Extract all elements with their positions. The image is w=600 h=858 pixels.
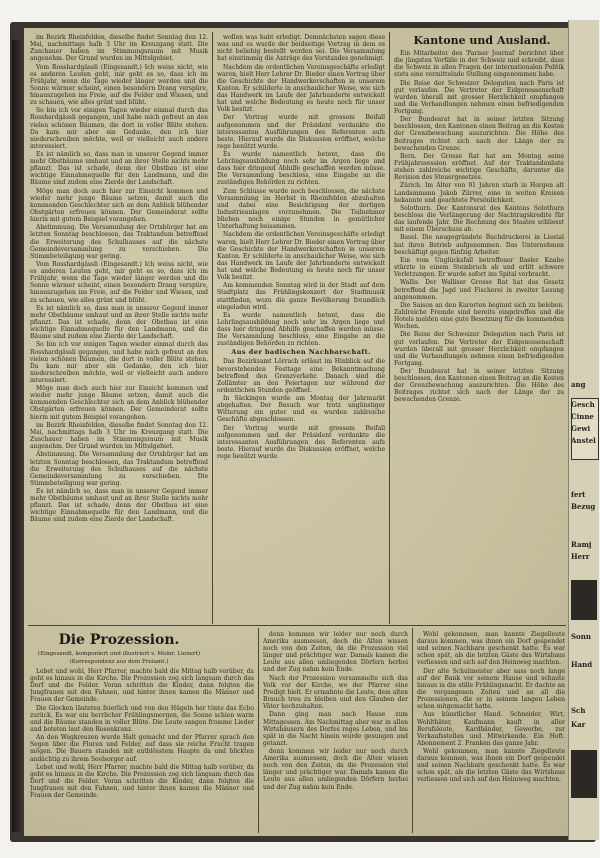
col2-paragraph: Es wurde namentlich betont, dass die Lehrlingsausbildung noch sehr im Argen liege und dass hier dringend Abhilfe geschaffen werden müsse. Die Versammlung beschloss, eine Eingabe an die zuständigen Behörden zu richten. [217,151,385,187]
col2-paragraph: Nachdem die ordentlichen Vereinsgeschäfte erledigt waren, hielt Herr Lehrer Dr. Bieder einen Vortrag über die Geschichte der Handwerkerschaften in unserem Kanton. Er schilderte in anschaulicher Weise, wie sich das Handwerk im Laufe der Jahrhunderte entwickelt hat und welche Bedeutung es heute noch für unser Volk besitzt. [217,63,385,114]
col2-paragraph: Der Vortrag wurde mit grossem Beifall aufgenommen und der Präsident verdankte die interessanten Ausführungen des Referenten aufs beste. Hierauf wurde die Diskussion eröffnet, welche rege benützt wurde. [217,114,385,150]
neighbor-label: ang [571,380,586,389]
col1-paragraph: So bin ich vor einigen Tagen wieder einmal durch das Rosshardgässli gegangen, und habe mich gefreut an den vielen schönen Bäumen, die dort in voller Blüte stehen. Da kam mir aber ein Gedanke, den ich hier niederschreiben möchte, weil er vielleicht auch andere interessiert. [30,341,208,384]
neighbor-label: Sch [571,706,586,715]
col1-paragraph: Möge man doch auch hier zur Einsicht kommen und wieder mehr junge Bäume setzen, damit auch die kommenden Geschlechter sich an dem Anblick blühender Obstgärten erfreuen können. Der Gemeinderat sollte hierin mit gutem Beispiel vorangehen. [30,385,208,421]
section-title: Kantone und Ausland. [413,34,551,47]
col3-paragraph: Die Reise der Schweizer Delegation nach Paris ist gut verlaufen. Die Vertreter der Eidgenossenschaft wurden überall mit grosser Herzlichkeit empfangen und die Verhandlungen nehmen einen befriedigenden Fortgang. [394,331,564,367]
col1-paragraph: Vom Rosshardgässli (Eingesandt.) Ich weiss nicht, wie es anderen Leuten geht, mir geht es so, dass ich im Frühjahr, wenn die Tage wieder länger werden und die Sonne wärmer scheint, einen besondern Drang verspüre, hinauszugehen ins Freie, auf die Felder und Wiesen, und zu schauen, wie alles grünt und blüht. [30,261,208,304]
feature-paragraph: Dann ging man nach Hause zum Mittagessen. Am Nachmittag aber war in allen Wirtshäusern des Dorfes reges Leben, und bis spät in die Nacht hinein wurde gesungen und getanzt. [263,711,408,747]
feature-paragraph: Der alte Schulmeister aber sass noch lange auf der Bank vor seinem Hause und schaute hinaus in die stille Frühlingsnacht. Er dachte an die vergangenen Zeiten und an all die Prozessionen, die er in seinem langen Leben schon mitgemacht hatte. [417,667,565,711]
col1-paragraph: So bin ich vor einigen Tagen wieder einmal durch das Rosshardgässli gegangen, und habe mich gefreut an den vielen schönen Bäumen, die dort in voller Blüte stehen. Da kam mir aber ein Gedanke, den ich hier niederschreiben möchte, weil er vielleicht auch andere interessiert. [30,107,208,150]
col1-paragraph: im Bezirk Rheinfelden, dieselbe findet Sonntag den 12. Mai, nachmittags halb 3 Uhr im Kreuzgang statt. Die Zuschauer haben im Stimmungsraum mit Musik angenehm. Der Grund wurden im Mittelgebiet. [30,34,208,63]
subsection-heading: Aus der badischen Nachbarschaft. [231,348,371,357]
col2-paragraph: wollen was habt erledigt. Demnächsten sagen diese was und es wurde der beidseitige Vortrag in dem es nicht beliebig bestellt worden sei. Die Versammlung hat einstimmig die Anträge des Vorstandes genehmigt. [217,34,385,63]
feature-rule-1 [258,628,259,833]
feature-right-column [417,631,565,832]
column-2 [217,34,385,624]
col3-paragraph: Ein vom Unglücksfall betroffener Basler Knabe stürzte in einem Steinbruch ab und erlitt schwere Verletzungen. Er wurde sofort ins Spital verbracht. [394,256,564,279]
col2-paragraph: In Säckingen wurde am Montag der Jahrmarkt abgehalten. Der Besuch war trotz ungünstiger Witterung ein guter und es wurden zahlreiche Geschäfte abgeschlossen. [217,395,385,424]
col2-paragraph: Es wurde namentlich betont, dass die Lehrlingsausbildung noch sehr im Argen liege und dass hier dringend Abhilfe geschaffen werden müsse. Die Versammlung beschloss, eine Eingabe an die zuständigen Behörden zu richten. [217,311,385,348]
col3-paragraph: Ein Mitarbeiter des 'Pariser Journal' berichtet über die jüngsten Vorfälle in der Schweiz und schreibt, dass die Schweiz in allen Fragen der internationalen Politik stets eine vermittelnde Stellung eingenommen habe. [394,50,564,79]
feature-top-rule [28,625,566,626]
col3-paragraph: Die Reise der Schweizer Delegation nach Paris ist gut verlaufen. Die Vertreter der Eidgenossenschaft wurden überall mit grosser Herzlichkeit empfangen und die Verhandlungen nehmen einen befriedigenden Fortgang. [394,79,564,115]
col1-paragraph: Abstimmung. Die Versammlung der Ortsbürger hat am letzten Sonntag beschlossen, das Traktandum betreffend die Erweiterung des Schulhauses auf die nächste Gemeindeversammlung zu verschieben. Die Stimmbeteiligung war gering. [30,224,208,260]
neighbor-label: Ramj [571,540,592,549]
column-rule-1 [212,32,213,624]
newspaper-page [24,28,570,836]
col3-paragraph: Wallis. Der Walliser Grosse Rat hat das Gesetz betreffend die Jagd und Fischerei in zweiter Lesung angenommen. [394,279,564,301]
feature-paragraph: Die Glocken läuteten feierlich und von den Hügeln her tönte das Echo zurück. Es war ein herrlicher Frühlingsmorgen, die Sonne schien warm und die Bäume standen in voller Blüte. Die Leute sangen fromme Lieder und beteten laut den Rosenkranz. [30,704,254,733]
neighbor-label: Cinne [571,412,594,421]
col3-paragraph: Basel. Die neugegründete Buchdruckerei in Liestal hat ihren Betrieb aufgenommen. Das Unternehmen beschäftigt gegen fünfzig Arbeiter. [394,234,564,256]
feature-rule-2 [412,628,413,833]
col1-paragraph: Es ist nämlich so, dass man in unserer Gegend immer mehr Obstbäume umhaut und an ihrer Stelle nichts mehr pflanzt. Das ist schade, denn der Obstbau ist eine wichtige Einnahmequelle für den Landmann, und die Bäume sind zudem eine Zierde der Landschaft. [30,488,208,524]
col1-paragraph: Vom Rosshardgässli (Eingesandt.) Ich weiss nicht, wie es anderen Leuten geht, mir geht es so, dass ich im Frühjahr, wenn die Tage wieder länger werden und die Sonne wärmer scheint, einen besondern Drang verspüre, hinauszugehen ins Freie, auf die Felder und Wiesen, und zu schauen, wie alles grünt und blüht. [30,63,208,107]
neighbor-label: Kar [571,720,586,729]
neighbor-label: Gesch [571,400,595,409]
feature-paragraph: Wohl gekommen, man kannte Ziegelleute daraus kommen, was ihnen ein Dorf gespendet und seinen Nachbarn geschenkt hatte. Es war schon spät, als die letzten Gäste das Wirtshaus verliessen und sich auf den Heimweg machten. [417,631,565,667]
col3-paragraph: Die Saison an den Kurorten beginnt sich zu beleben. Zahlreiche Fremde sind bereits eingetroffen und die Hotels melden eine gute Besetzung für die kommenden Wochen. [394,301,564,331]
column-rule-2 [389,32,390,624]
col1-paragraph: Es ist nämlich so, dass man in unserer Gegend immer mehr Obstbäume umhaut und an ihrer Stelle nichts mehr pflanzt. Das ist schade, denn der Obstbau ist eine wichtige Einnahmequelle für den Landmann, und die Bäume sind zudem eine Zierde der Landschaft. [30,151,208,187]
col1-paragraph: Abstimmung. Die Versammlung der Ortsbürger hat am letzten Sonntag beschlossen, das Traktandum betreffend die Erweiterung des Schulhauses auf die nächste Gemeindeversammlung zu verschieben. Die Stimmbeteiligung war gering. [30,451,208,487]
col1-paragraph: Möge man doch auch hier zur Einsicht kommen und wieder mehr junge Bäume setzen, damit auch die kommenden Geschlechter sich an dem Anblick blühender Obstgärten erfreuen können. Der Gemeinderat sollte hierin mit gutem Beispiel vorangehen. [30,187,208,224]
neighbor-label: Sonn [571,632,591,641]
feature-subline: (Korrespondenz aus dem Freiamt.) [69,659,169,665]
feature-paragraph: Aus künstlicher Hand. Schneider, Wirt, Wohlthäter, Kaufmann kauft in aller Berufsleute, Kardbänder, Gewerbe, zur Verkaufsstellen und Mitwirkende. Ein Heft. Abonnement 2. Franken das ganze Jahr. [417,711,565,747]
col3-paragraph: Solothurn. Der Kantonsrat des Kantons Solothurn beschloss die Verlängerung der Nachtragskredite für das laufende Jahr. Die Rechnung des Staates schliesst mit einem Überschuss ab. [394,204,564,234]
feature-paragraph: Nach der Prozession versammelte sich das Volk vor der Kirche, wo der Pfarrer eine Predigt hielt. Er ermahnte die Leute, dem alten Brauch treu zu bleiben und den Glauben der Väter hochzuhalten. [263,674,408,711]
feature-paragraph: An den Wegkreuzen wurde Halt gemacht und der Pfarrer sprach den Segen über die Fluren und Felder, auf dass sie reiche Frucht tragen mögen. Die Bauern standen mit entblösstem Haupte da und blickten andächtig zu ihrem Seelsorger auf. [30,734,254,763]
feature-paragraph: denn kommen wir leider nur noch durch Amerika ausmessen, doch die Alten wissen noch von den Zeiten, da die Prozession viel länger und prächtiger war. Damals kamen die Leute aus allen umliegenden Dörfern herbei und der Zug nahm kein Ende. [263,748,408,791]
col3-paragraph: Der Bundesrat hat in seiner letzten Sitzung beschlossen, den Kantonen einen Beitrag an die Kosten der Grenzbewachung auszurichten. Die Höhe des Beitrages richtet sich nach der Länge der zu bewachenden Grenze. [394,368,564,404]
neighbor-ad-block [571,750,597,798]
col1-paragraph: Es ist nämlich so, dass man in unserer Gegend immer mehr Obstbäume umhaut und an ihrer Stelle nichts mehr pflanzt. Das ist schade, denn der Obstbau ist eine wichtige Einnahmequelle für den Landmann, und die Bäume sind zudem eine Zierde der Landschaft. [30,304,208,341]
feature-left-column [30,668,254,832]
neighbor-label: fert [571,490,586,499]
column-1 [30,34,208,624]
feature-paragraph: Lebet und wohl, Herr Pfarrer, machte bald die Mittag halb vorüber, da geht es hinaus in die Kirche. Die Prozession zog sich langsam durch das Dorf und die Felder. Voran schritten die Kinder, dann folgten die Jungfrauen mit den Fahnen, und hinter ihnen kamen die Männer und Frauen der Gemeinde. [30,668,254,704]
neighbor-label: Hand [571,660,593,669]
col3-paragraph: Bern. Der Grosse Rat hat am Montag seine Frühjahrssession eröffnet. Auf der Traktandenliste stehen zahlreiche wichtige Geschäfte, darunter die Revision des Steuergesetzes. [394,152,564,182]
feature-middle-column [263,631,408,832]
col2-paragraph: Der Vortrag wurde mit grossem Beifall aufgenommen und der Präsident verdankte die interessanten Ausführungen des Referenten aufs beste. Hierauf wurde die Diskussion eröffnet, welche rege benützt wurde. [217,424,385,461]
feature-paragraph: Wohl gekommen, man kannte Ziegelleute daraus kommen, was ihnen ein Dorf gespendet und seinen Nachbarn geschenkt hatte. Es war schon spät, als die letzten Gäste das Wirtshaus verliessen und sich auf den Heimweg machten. [417,748,565,784]
col2-paragraph: Das Bezirksamt Lörrach erlässt im Hinblick auf die bevorstehenden Festtage eine Bekanntmachung betreffend den Grenzverkehr. Danach sind die Zollämter an den Feiertagen nur während der ordentlichen Stunden geöffnet. [217,358,385,394]
feature-paragraph: Lebet und wohl, Herr Pfarrer, machte bald die Mittag halb vorüber, da geht es hinaus in die Kirche. Die Prozession zog sich langsam durch das Dorf und die Felder. Voran schritten die Kinder, dann folgten die Jungfrauen mit den Fahnen, und hinter ihnen kamen die Männer und Frauen der Gemeinde. [30,763,254,800]
neighbor-label: Anstel [571,436,596,445]
neighbor-label: Herr [571,552,590,561]
feature-title: Die Prozession. [58,632,180,648]
col1-paragraph: im Bezirk Rheinfelden, dieselbe findet Sonntag den 12. Mai, nachmittags halb 3 Uhr im Kreuzgang statt. Die Zuschauer haben im Stimmungsraum mit Musik angenehm. Der Grund wurden im Mittelgebiet. [30,421,208,451]
col2-paragraph: Zum Schlusse wurde noch beschlossen, die nächste Versammlung im Herbst in Rheinfelden abzuhalten und dabei eine Besichtigung der dortigen Industrieanlagen vorzunehmen. Die Teilnehmer blieben noch einige Stunden in gemütlicher Unterhaltung beisammen. [217,187,385,231]
feature-byline: (Eingesandt, komponiert und illustriert v. Meinr. Lienert) [37,651,201,657]
col2-paragraph: Nachdem die ordentlichen Vereinsgeschäfte erledigt waren, hielt Herr Lehrer Dr. Bieder einen Vortrag über die Geschichte der Handwerkerschaften in unserem Kanton. Er schilderte in anschaulicher Weise, wie sich das Handwerk im Laufe der Jahrhunderte entwickelt hat und welche Bedeutung es heute noch für unser Volk besitzt. [217,231,385,282]
neighbor-label: Gewi [571,424,591,433]
neighbor-ad-block [571,580,597,620]
neighbor-label: Bezug [571,502,596,511]
col2-paragraph: Am kommenden Sonntag wird in der Stadt auf dem Stadtplatz das Frühlingskonzert der Stadtmusik stattfinden, wozu die ganze Bevölkerung freundlich eingeladen wird. [217,282,385,311]
neighbor-page-edge [568,20,599,840]
feature-paragraph: denn kommen wir leider nur noch durch Amerika ausmessen, doch die Alten wissen noch von den Zeiten, da die Prozession viel länger und prächtiger war. Damals kamen die Leute aus allen umliegenden Dörfern herbei und der Zug nahm kein Ende. [263,631,408,674]
col3-paragraph: Zürich. Im Alter von 91 Jahren starb in Horgen alt Landammann Jakob Zürrer, eine in weiten Kreisen bekannte und geachtete Persönlichkeit. [394,182,564,204]
col3-paragraph: Der Bundesrat hat in seiner letzten Sitzung beschlossen, den Kantonen einen Beitrag an die Kosten der Grenzbewachung auszurichten. Die Höhe des Beitrages richtet sich nach der Länge der zu bewachenden Grenze. [394,116,564,152]
column-3 [394,50,564,624]
